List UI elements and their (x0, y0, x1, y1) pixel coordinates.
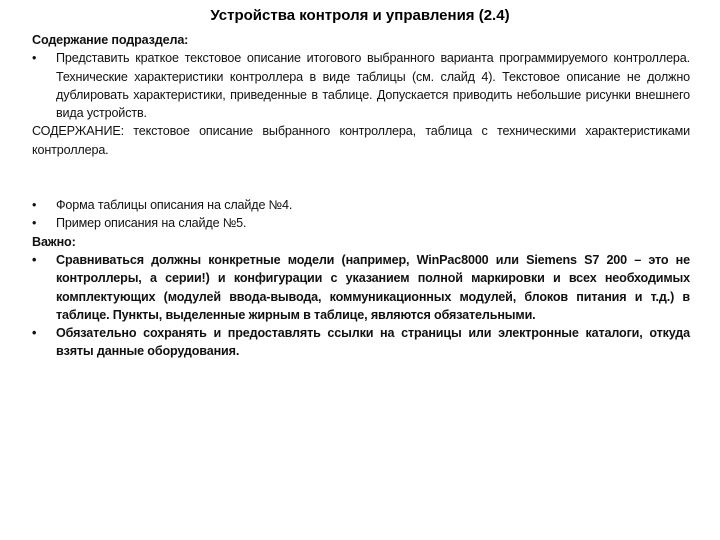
ref-item (32, 196, 690, 214)
bullet-icon: • (32, 216, 37, 231)
intro-bullet (32, 49, 690, 122)
bullet-icon: • (32, 326, 37, 341)
bullet-icon: • (32, 51, 37, 66)
important-item-text: Обязательно сохранять и предоставлять ссылки на страницы или электронные каталоги, откуда взяты данные оборудования. (56, 326, 690, 359)
ref-item-text: Форма таблицы описания на слайде №4. (56, 198, 293, 213)
important-heading: Важно: (32, 234, 76, 249)
important-item-text: Сравниваться должны конкретные модели (например, WinPac8000 или Siemens S7 200 – это не контроллеры, а серии!) и конфигурации с указанием полной маркировки и всех необходимых комплектующих (модулей ввода-вывода, коммуникационных модулей, блоков питания и т.д.) в таблице. Пункты, выделенные жирным в таблице, являются обязательными. (56, 252, 690, 322)
slide-content (32, 31, 690, 361)
bullet-icon: • (32, 198, 37, 213)
spacer (32, 159, 690, 196)
ref-item (32, 214, 690, 232)
content-summary: СОДЕРЖАНИЕ: текстовое описание выбранного контроллера, таблица с техническими характеристиками контроллера. (32, 124, 690, 157)
intro-bullet-text: Представить краткое текстовое описание итогового выбранного варианта программируемого контроллера. Технические характеристики контроллера в виде таблицы (см. слайд 4). Текстовое описание не должно дублировать характеристики, приведенные в таблице. Допускается приводить небольшие рисунки внешнего вида устройств. (56, 51, 690, 121)
important-item (32, 251, 690, 324)
slide-title: Устройства контроля и управления (2.4) (210, 7, 510, 24)
important-item (32, 324, 690, 361)
ref-item-text: Пример описания на слайде №5. (56, 216, 247, 231)
bullet-icon: • (32, 252, 37, 267)
section-heading: Содержание подраздела: (32, 33, 189, 47)
